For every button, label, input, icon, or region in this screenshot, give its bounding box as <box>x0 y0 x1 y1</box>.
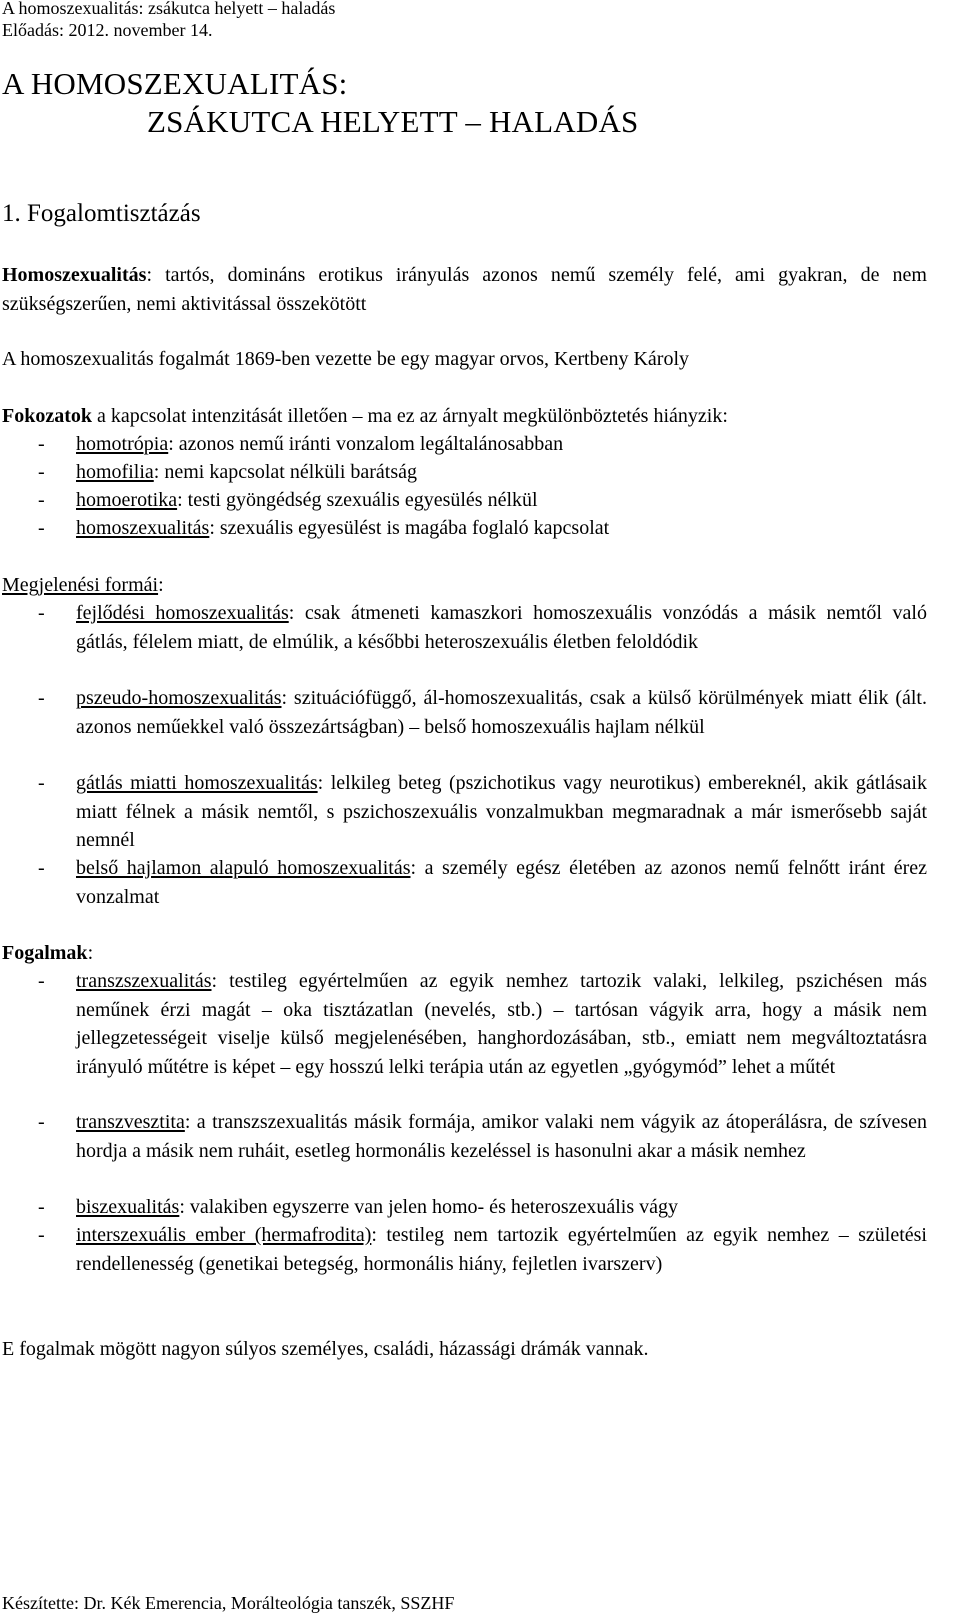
list-item-term: fejlődési homoszexualitás <box>76 602 289 624</box>
definition-paragraph <box>2 261 927 318</box>
list-dash: - <box>38 1224 45 1246</box>
megjelenesi-heading <box>2 571 164 600</box>
closing-paragraph: E fogalmak mögött nagyon súlyos személyes, családi, házassági drámák vannak. <box>2 1338 649 1360</box>
fogalmak-heading-text: Fogalmak <box>2 942 88 964</box>
definition-text: : tartós, domináns erotikus irányulás azonos nemű személy felé, ami gyakran, de nem szükségszerűen, nemi aktivitással összekötött <box>2 264 927 315</box>
list-item-text: : lelkileg beteg (pszichotikus vagy neurotikus) embereknél, akik gátlásaik miatt félnek a másik nemtől, s pszichoszexuális vonzalmukban megmaradnak a már ismerősebb saját nemnél <box>76 772 927 851</box>
document-title-line1: A HOMOSZEXUALITÁS: <box>2 66 348 101</box>
list-item-content <box>76 514 927 543</box>
list-item-text: : valakiben egyszerre van jelen homo- és heteroszexuális vágy <box>179 1196 679 1218</box>
list-item-content <box>76 430 927 459</box>
running-header-date: Előadás: 2012. november 14. <box>2 20 213 40</box>
fogalmak-heading <box>2 939 93 968</box>
list-item-content <box>76 1193 927 1222</box>
list-item-content <box>76 684 927 741</box>
list-item-content <box>76 967 927 1081</box>
heading-colon: : <box>87 942 94 964</box>
definition-term: Homoszexualitás <box>2 264 147 286</box>
list-dash: - <box>38 687 45 709</box>
list-item-text: : szexuális egyesülést is magába foglaló kapcsolat <box>209 517 610 539</box>
list-item-content <box>76 458 927 487</box>
list-dash: - <box>38 857 45 879</box>
list-item-term: homoerotika <box>76 489 178 511</box>
fokozatok-intro-text: a kapcsolat intenzitását illetően – ma ez az árnyalt megkülönböztetés hiányzik: <box>92 405 728 427</box>
list-item-term: transzvesztita <box>76 1111 185 1133</box>
list-item-term: gátlás miatti homoszexualitás <box>76 772 318 794</box>
list-item-term: homotrópia <box>76 433 169 455</box>
list-item-text: : csak átmeneti kamaszkori homoszexuális vonzódás a másik nemtől való gátlás, félelem miatt, de elmúlik, a későbbi heteroszexuális életben feloldódik <box>76 602 927 653</box>
megjelenesi-heading-text: Megjelenési formái <box>2 574 159 596</box>
section-heading: 1. Fogalomtisztázás <box>2 200 201 227</box>
list-item-term: belső hajlamon alapuló homoszexualitás <box>76 857 411 879</box>
list-dash: - <box>38 1111 45 1133</box>
list-dash: - <box>38 772 45 794</box>
list-item-term: transzszexualitás <box>76 970 212 992</box>
list-item-term: pszeudo-homoszexualitás <box>76 687 282 709</box>
list-item-text: : a személy egész életében az azonos nemű felnőtt iránt érez vonzalmat <box>76 857 927 908</box>
list-item-content <box>76 769 927 855</box>
origin-paragraph: A homoszexualitás fogalmát 1869-ben vezette be egy magyar orvos, Kertbeny Károly <box>2 348 690 370</box>
list-item-text: : a transzszexualitás másik formája, amikor valaki nem vágyik az átoperálásra, de szívesen hordja a másik nem ruháit, esetleg hormonális kezeléssel is hasonulni akar a másik nemhez <box>76 1111 927 1162</box>
list-dash: - <box>38 433 45 455</box>
fokozatok-intro <box>2 402 927 431</box>
document-title-line2: ZSÁKUTCA HELYETT – HALADÁS <box>147 104 639 139</box>
heading-colon: : <box>158 574 164 596</box>
list-item-text: : testi gyöngédség szexuális egyesülés nélkül <box>177 489 538 511</box>
running-header-title: A homoszexualitás: zsákutca helyett – haladás <box>2 0 336 18</box>
list-item-text: : nemi kapcsolat nélküli barátság <box>153 461 418 483</box>
list-item-term: biszexualitás <box>76 1196 180 1218</box>
list-item-text: : szituációfüggő, ál-homoszexualitás, csak a külső körülmények miatt élik (ált. azonos neműekkel való összezártságban) – belső homoszexuális hajlam nélkül <box>76 687 927 738</box>
list-item-content <box>76 1221 927 1278</box>
list-item-text: : testileg nem tartozik egyértelműen az egyik nemhez – születési rendellenesség (genetikai betegség, hormonális hiány, fejletlen ivarszerv) <box>76 1224 927 1275</box>
fokozatok-term: Fokozatok <box>2 405 92 427</box>
footer-author: Készítette: Dr. Kék Emerencia, Morálteológia tanszék, SSZHF <box>2 1593 455 1613</box>
list-dash: - <box>38 970 45 992</box>
list-dash: - <box>38 517 45 539</box>
list-item-content <box>76 854 927 911</box>
list-dash: - <box>38 1196 45 1218</box>
list-item-text: : testileg egyértelműen az egyik nemhez tartozik valaki, lelkileg, pszichésen más neműnek érzi magát – oka tisztázatlan (nevelés, stb.) – tartósan vágyik arra, hogy a másik nem jellegzetességeit viselje külső megjelenésében, hanghordozásában, stb., emiatt nem megváltoztatásra irányuló műtétre is képet – egy hosszú lelki terápia után az egyetlen „gyógymód” lehet a műtét <box>76 970 927 1078</box>
list-item-content <box>76 1108 927 1165</box>
list-item-term: homoszexualitás <box>76 517 210 539</box>
list-dash: - <box>38 489 45 511</box>
list-item-text: : azonos nemű iránti vonzalom legáltalánosabban <box>168 433 564 455</box>
list-item-content <box>76 486 927 515</box>
list-item-term: homofilia <box>76 461 154 483</box>
list-item-term: interszexuális ember (hermafrodita) <box>76 1224 372 1246</box>
list-dash: - <box>38 602 45 624</box>
list-dash: - <box>38 461 45 483</box>
list-item-content <box>76 599 927 656</box>
